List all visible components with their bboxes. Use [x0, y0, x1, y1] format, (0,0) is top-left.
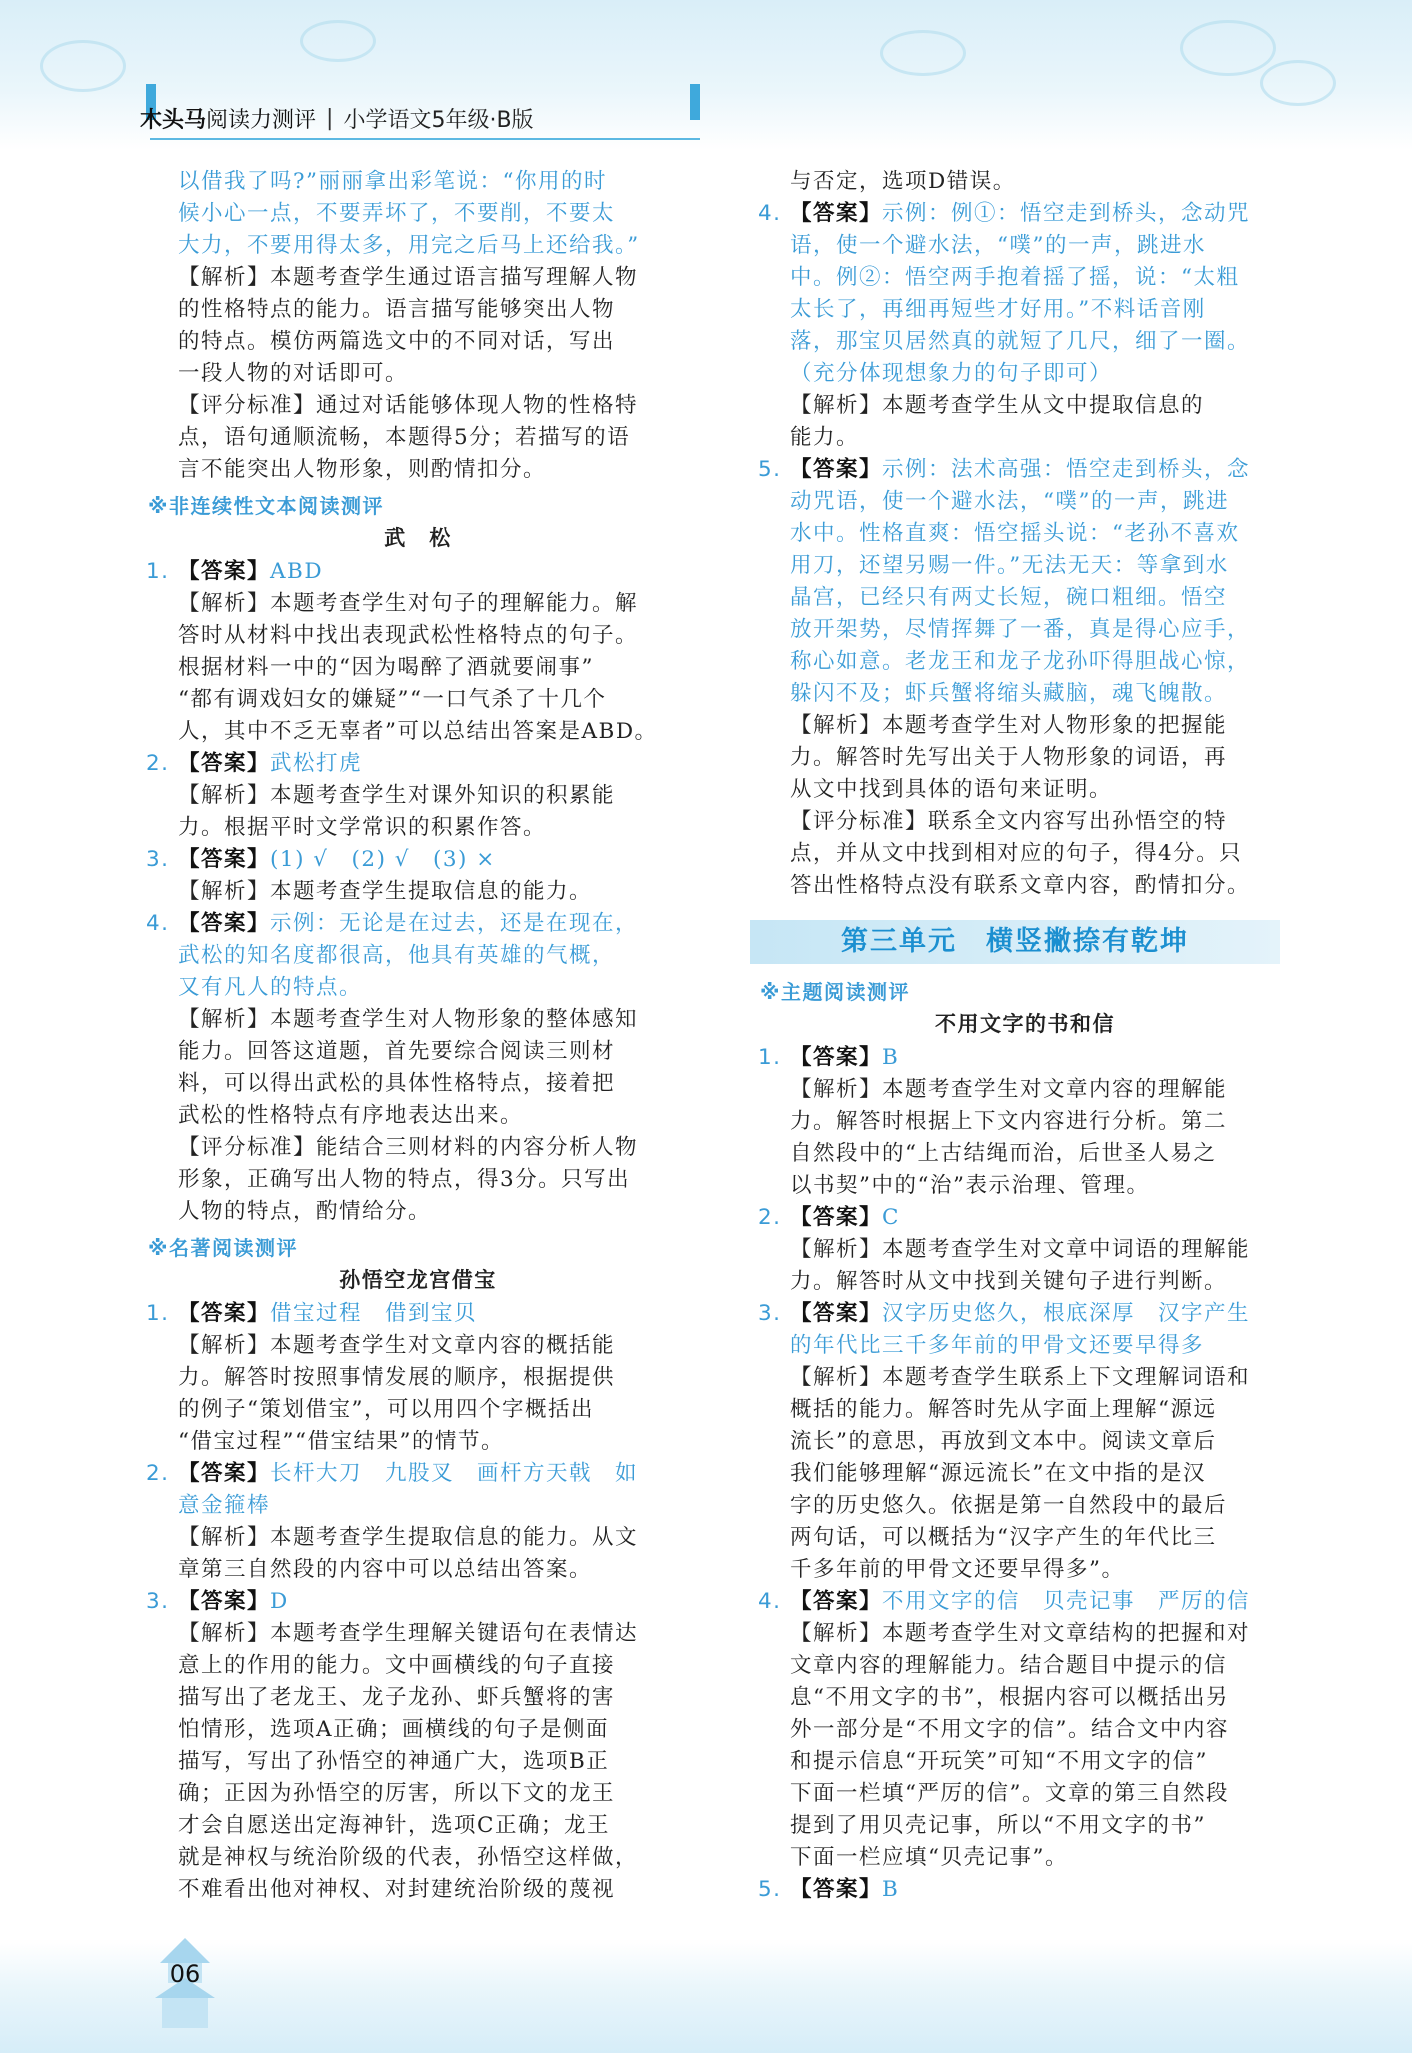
header-separator: | [326, 105, 334, 131]
answer-label: 【答案】 [178, 1589, 271, 1614]
question-number: 2. [146, 1461, 170, 1486]
answer-line [790, 582, 1290, 614]
question-item [760, 1874, 1290, 1906]
analysis-line: 点，并从文中找到相对应的句子，得4分。只 [790, 841, 1243, 866]
answer-line [790, 678, 1290, 710]
analysis-line: 我们能够理解“源远流长”在文中指的是汉 [790, 1461, 1206, 1486]
analysis-line: 概括的能力。解答时先从字面上理解“源远 [790, 1397, 1217, 1422]
answer-line [790, 1330, 1290, 1362]
answer-line [790, 230, 1290, 262]
analysis-line: 能力。回答这道题，首先要综合阅读三则材 [178, 1039, 616, 1064]
analysis-line: 【解析】本题考查学生对人物形象的整体感知 [178, 1007, 639, 1032]
subject-label: 小学语文5年级·B版 [343, 107, 534, 133]
answer-text: 的年代比三千多年前的甲骨文还要早得多 [790, 1333, 1205, 1358]
analysis-line: 【解析】本题考查学生对课外知识的积累能 [178, 783, 616, 808]
answer-line [178, 1586, 688, 1618]
answer-line [790, 262, 1290, 294]
analysis-line: 怕情形，选项A正确；画横线的句子是侧面 [178, 1717, 610, 1742]
question-number: 3. [758, 1301, 782, 1326]
answer-text: C [882, 1205, 900, 1230]
answer-label: 【答案】 [790, 1045, 883, 1070]
analysis-line: 提到了用贝壳记事，所以“不用文字的书” [790, 1813, 1206, 1838]
analysis-line: 力。解答时从文中找到关键句子进行判断。 [790, 1269, 1228, 1294]
answer-text: 又有凡人的特点。 [178, 975, 363, 1000]
article-title: 孙悟空龙宫借宝 [339, 1267, 497, 1292]
criteria-line: 点，语句通顺流畅，本题得5分；若描写的语 [178, 425, 631, 450]
question-item [148, 1586, 688, 1906]
analysis-line: 文章内容的理解能力。结合题目中提示的信 [790, 1653, 1228, 1678]
answer-label: 【答案】 [790, 201, 883, 226]
criteria-line: 【评分标准】通过对话能够体现人物的性格特 [178, 393, 639, 418]
analysis-line: 【评分标准】能结合三则材料的内容分析人物 [178, 1135, 639, 1160]
analysis-line: 才会自愿送出定海神针，选项C正确；龙王 [178, 1813, 610, 1838]
answer-text: 不用文字的信 贝壳记事 严厉的信 [882, 1589, 1251, 1614]
answer-label: 【答案】 [178, 559, 271, 584]
answer-line [178, 940, 688, 972]
question-number: 4. [758, 201, 782, 226]
analysis-line: 答时从材料中找出表现武松性格特点的句子。 [178, 623, 639, 648]
answer-text: 长杆大刀 九股叉 画杆方天戟 如 [270, 1461, 639, 1486]
analysis-line: 千多年前的甲骨文还要早得多”。 [790, 1557, 1125, 1582]
answer-text: B [882, 1045, 900, 1070]
question-item [148, 844, 688, 908]
answer-text: 语，使一个避水法，“噗”的一声，跳进水 [790, 233, 1206, 258]
analysis-line: 以书契”中的“治”表示治理、管理。 [790, 1173, 1150, 1198]
answer-line [790, 198, 1290, 230]
answer-label: 【答案】 [178, 1301, 271, 1326]
analysis-line: 【解析】本题考查学生对文章内容的理解能 [790, 1077, 1228, 1102]
answer-text: 太长了，再细再短些才好用。”不料话音刚 [790, 297, 1206, 322]
bottom-decoration [0, 1943, 1412, 2053]
question-item [148, 1458, 688, 1586]
answer-label: 【答案】 [178, 751, 271, 776]
question-number: 1. [146, 1301, 170, 1326]
answer-text: D [270, 1589, 289, 1614]
answer-line [790, 454, 1290, 486]
analysis-line: 外一部分是“不用文字的信”。结合文中内容 [790, 1717, 1229, 1742]
analysis-line: 的例子“策划借宝”，可以用四个字概括出 [178, 1397, 594, 1422]
question-item [760, 1042, 1290, 1202]
answer-label: 【答案】 [178, 1461, 271, 1486]
analysis-line: 下面一栏应填“贝壳记事”。 [790, 1845, 1068, 1870]
section-heading: ※主题阅读测评 [760, 980, 910, 1004]
brand-suffix: 阅读力测评 [206, 107, 317, 133]
analysis-line: 【解析】本题考查学生对文章内容的概括能 [178, 1333, 616, 1358]
analysis-line: 人物的特点，酌情给分。 [178, 1199, 432, 1224]
answer-text: 意金箍棒 [178, 1493, 271, 1518]
answer-text: 武松打虎 [270, 751, 363, 776]
answer-line [178, 748, 688, 780]
analysis-line: 【解析】本题考查学生对文章中词语的理解能 [790, 1237, 1251, 1262]
analysis-line: 就是神权与统治阶级的代表，孙悟空这样做， [178, 1845, 639, 1870]
analysis-line: 答出性格特点没有联系文章内容，酌情扣分。 [790, 873, 1251, 898]
analysis-line: 从文中找到具体的语句来证明。 [790, 777, 1113, 802]
answer-text: 示例：例①：悟空走到桥头，念动咒 [882, 201, 1251, 226]
answer-line [790, 1874, 1290, 1906]
answer-label: 【答案】 [790, 457, 883, 482]
answer-text: 落，那宝贝居然真的就短了几尺，细了一圈。 [790, 329, 1251, 354]
answer-label: 【答案】 [790, 1301, 883, 1326]
analysis-line: 两句话，可以概括为“汉字产生的年代比三 [790, 1525, 1217, 1550]
answer-text: B [882, 1877, 900, 1902]
analysis-line: 与否定，选项D错误。 [790, 169, 1016, 194]
analysis-line: 确；正因为孙悟空的厉害，所以下文的龙王 [178, 1781, 616, 1806]
analysis-line: 意上的作用的能力。文中画横线的句子直接 [178, 1653, 616, 1678]
answer-label: 【答案】 [178, 911, 271, 936]
answer-line [178, 908, 688, 940]
question-number: 1. [146, 559, 170, 584]
question-item [760, 1202, 1290, 1298]
analysis-line: 和提示信息“开玩笑”可知“不用文字的信” [790, 1749, 1208, 1774]
answer-label: 【答案】 [790, 1877, 883, 1902]
answer-line [790, 486, 1290, 518]
question-number: 3. [146, 847, 170, 872]
analysis-line: 形象，正确写出人物的特点，得3分。只写出 [178, 1167, 631, 1192]
answer-text: 借宝过程 借到宝贝 [270, 1301, 478, 1326]
answer-line [178, 1298, 688, 1330]
analysis-line: 人，其中不乏无辜者”可以总结出答案是ABD。 [178, 719, 658, 744]
question-item [760, 198, 1290, 454]
answer-line [790, 1202, 1290, 1234]
answer-line [178, 1458, 688, 1490]
answer-text: 放开架势，尽情挥舞了一番，真是得心应手， [790, 617, 1251, 642]
answer-label: 【答案】 [178, 847, 271, 872]
answer-line [178, 972, 688, 1004]
answer-line [790, 358, 1290, 390]
analysis-line: 一段人物的对话即可。 [178, 361, 409, 386]
answer-label: 【答案】 [790, 1205, 883, 1230]
question-item [148, 748, 688, 844]
question-item [760, 454, 1290, 902]
answer-line: 以借我了吗?”丽丽拿出彩笔说：“你用的时 [178, 169, 608, 194]
answer-text: 示例：法术高强：悟空走到桥头，念 [882, 457, 1251, 482]
analysis-line: 【解析】本题考查学生对句子的理解能力。解 [178, 591, 639, 616]
analysis-line: 的特点。模仿两篇选文中的不同对话，写出 [178, 329, 616, 354]
answer-line [790, 294, 1290, 326]
answer-text: (1) √ (2) √ (3) × [270, 847, 496, 872]
answer-line [178, 556, 688, 588]
analysis-line: 力。解答时按照事情发展的顺序，根据提供 [178, 1365, 616, 1390]
analysis-line: 力。解答时根据上下文内容进行分析。第二 [790, 1109, 1228, 1134]
analysis-line: 的性格特点的能力。语言描写能够突出人物 [178, 297, 616, 322]
answer-line [790, 1298, 1290, 1330]
question-number: 3. [146, 1589, 170, 1614]
answer-text: （充分体现想象力的句子即可） [790, 361, 1113, 386]
answer-text: 水中。性格直爽：悟空摇头说：“老孙不喜欢 [790, 521, 1240, 546]
analysis-line: 【解析】本题考查学生对文章结构的把握和对 [790, 1621, 1251, 1646]
header-divider [150, 138, 700, 140]
answer-text: 示例：无论是在过去，还是在现在， [270, 911, 639, 936]
answer-line [178, 844, 688, 876]
analysis-line: 自然段中的“上古结绳而治，后世圣人易之 [790, 1141, 1217, 1166]
analysis-line: 息“不用文字的书”，根据内容可以概括出另 [790, 1685, 1229, 1710]
analysis-line: 料，可以得出武松的具体性格特点，接着把 [178, 1071, 616, 1096]
answer-line [790, 326, 1290, 358]
page-header [140, 100, 534, 136]
analysis-line: 流长”的意思，再放到文本中。阅读文章后 [790, 1429, 1217, 1454]
analysis-line: “都有调戏妇女的嫌疑”“一口气杀了十几个 [178, 687, 607, 712]
analysis-line: 根据材料一中的“因为喝醉了酒就要闹事” [178, 655, 594, 680]
article-title: 武 松 [384, 525, 452, 550]
analysis-line: 字的历史悠久。依据是第一自然段中的最后 [790, 1493, 1228, 1518]
answer-text: 汉字历史悠久，根底深厚 汉字产生 [882, 1301, 1251, 1326]
brand-name: 木头马 [140, 107, 207, 133]
question-item [148, 556, 688, 748]
analysis-line: 【解析】本题考查学生联系上下文理解词语和 [790, 1365, 1251, 1390]
analysis-line: 力。解答时先写出关于人物形象的词语，再 [790, 745, 1228, 770]
analysis-line: 【评分标准】联系全文内容写出孙悟空的特 [790, 809, 1228, 834]
right-column [760, 166, 1290, 1906]
question-number: 2. [146, 751, 170, 776]
question-item [760, 1298, 1290, 1586]
question-number: 4. [758, 1589, 782, 1614]
analysis-line: 不难看出他对神权、对封建统治阶级的蔑视 [178, 1877, 616, 1902]
analysis-line: 【解析】本题考查学生提取信息的能力。从文 [178, 1525, 639, 1550]
analysis-line: 章第三自然段的内容中可以总结出答案。 [178, 1557, 593, 1582]
answer-line [790, 1042, 1290, 1074]
answer-text: 中。例②：悟空两手抱着摇了摇，说：“太粗 [790, 265, 1240, 290]
analysis-line: 武松的性格特点有序地表达出来。 [178, 1103, 524, 1128]
question-number: 5. [758, 457, 782, 482]
section-heading: ※名著阅读测评 [148, 1236, 298, 1260]
analysis-line: 【解析】本题考查学生提取信息的能力。 [178, 879, 593, 904]
answer-line [790, 1586, 1290, 1618]
answer-text: 武松的知名度都很高，他具有英雄的气概， [178, 943, 616, 968]
analysis-line: 能力。 [790, 425, 860, 450]
criteria-line: 言不能突出人物形象，则酌情扣分。 [178, 457, 547, 482]
answer-line [790, 614, 1290, 646]
question-item [148, 1298, 688, 1458]
left-column [148, 166, 688, 1906]
question-number: 2. [758, 1205, 782, 1230]
article-title: 不用文字的书和信 [935, 1011, 1115, 1036]
answer-line [178, 1490, 688, 1522]
question-number: 5. [758, 1877, 782, 1902]
analysis-line: 【解析】本题考查学生从文中提取信息的 [790, 393, 1205, 418]
question-number: 4. [146, 911, 170, 936]
answer-line [790, 550, 1290, 582]
answer-line [790, 646, 1290, 678]
analysis-line: 【解析】本题考查学生对人物形象的把握能 [790, 713, 1228, 738]
analysis-line: “借宝过程”“借宝结果”的情节。 [178, 1429, 504, 1454]
answer-label: 【答案】 [790, 1589, 883, 1614]
answer-text: 躲闪不及；虾兵蟹将缩头藏脑，魂飞魄散。 [790, 681, 1228, 706]
question-number: 1. [758, 1045, 782, 1070]
section-heading: ※非连续性文本阅读测评 [148, 494, 384, 518]
analysis-line: 描写出了老龙王、龙子龙孙、虾兵蟹将的害 [178, 1685, 616, 1710]
answer-line: 大力，不要用得太多，用完之后马上还给我。” [178, 233, 640, 258]
answer-text: 晶宫，已经只有两丈长短，碗口粗细。悟空 [790, 585, 1228, 610]
analysis-line: 力。根据平时文学常识的积累作答。 [178, 815, 547, 840]
answer-line: 候小心一点，不要弄坏了，不要削，不要太 [178, 201, 616, 226]
analysis-line: 下面一栏填“严厉的信”。文章的第三自然段 [790, 1781, 1229, 1806]
unit-banner: 第三单元 横竖撇捺有乾坤 [750, 920, 1280, 964]
answer-text: 称心如意。老龙王和龙子龙孙吓得胆战心惊， [790, 649, 1251, 674]
answer-text: ABD [270, 559, 324, 584]
answer-text: 用刀，还望另赐一件。”无法无天：等拿到水 [790, 553, 1229, 578]
question-item [760, 1586, 1290, 1874]
answer-line [790, 518, 1290, 550]
question-item [148, 908, 688, 1228]
header-accent-right [690, 84, 700, 120]
analysis-line: 【解析】本题考查学生通过语言描写理解人物 [178, 265, 639, 290]
analysis-block [148, 262, 688, 486]
analysis-line: 描写，写出了孙悟空的神通广大，选项B正 [178, 1749, 610, 1774]
analysis-line: 【解析】本题考查学生理解关键语句在表情达 [178, 1621, 639, 1646]
page-number: 06 [169, 1960, 201, 1988]
answer-text: 动咒语，使一个避水法，“噗”的一声，跳进 [790, 489, 1229, 514]
